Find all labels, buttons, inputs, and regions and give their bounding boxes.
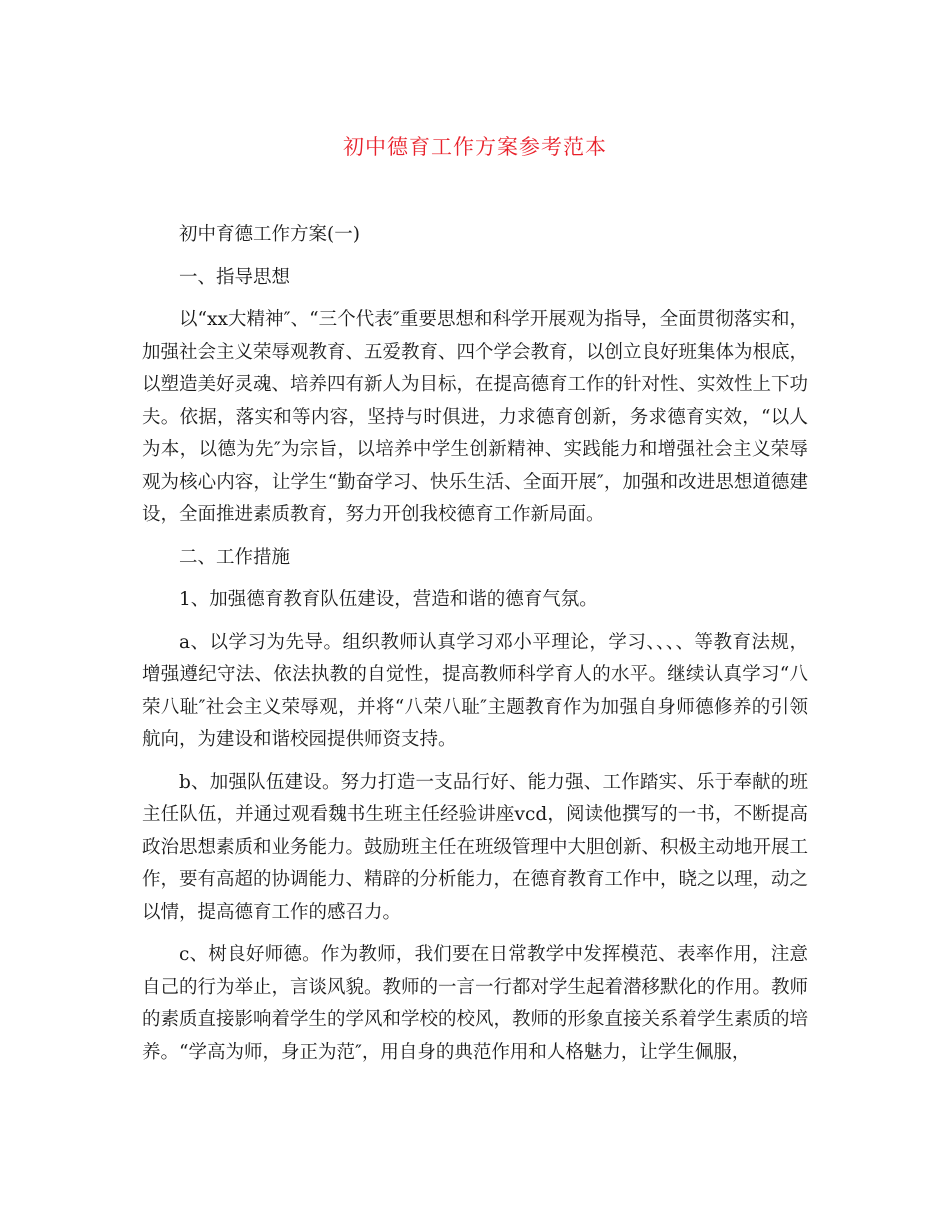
body-paragraph: 以“xx大精神″、“三个代表″重要思想和科学开展观为指导，全面贯彻落实和，加强社会主义荣辱观教育、五爱教育、四个学会教育，以创立良好班集体为根底，以塑造美好灵魂、培养四有新人为目标，在提高德育工作的针对性、实效性上下功夫。依据，落实和等内容，坚持与时俱进，力求德育创新，务求德育实效，“以人为本，以德为先″为宗旨，以培养中学生创新精神、实践能力和增强社会主义荣辱观为核心内容，让学生“勤奋学习、快乐生活、全面开展″，加强和改进思想道德建设，全面推进素质教育，努力开创我校德育工作新局面。 xyxy=(142,309,809,525)
document-title: 初中德育工作方案参考范本 xyxy=(343,135,607,159)
body-paragraph: b、加强队伍建设。努力打造一支品行好、能力强、工作踏实、乐于奉献的班主任队伍，并通过观看魏书生班主任经验讲座vcd，阅读他撰写的一书，不断提高政治思想素质和业务能力。鼓励班主任在班级管理中大胆创新、积极主动地开展工作，要有高超的协调能力、精辟的分析能力，在德育教育工作中，晓之以理，动之以情，提高德育工作的感召力。 xyxy=(142,771,809,923)
section-heading: 二、工作措施 xyxy=(179,546,291,568)
body-paragraph: c、树良好师德。作为教师，我们要在日常教学中发挥模范、表率作用，注意自己的行为举止，言谈风貌。教师的一言一行都对学生起着潜移默化的作用。教师的素质直接影响着学生的学风和学校的校风，教师的形象直接关系着学生素质的培养。“学高为师，身正为范″，用自身的典范作用和人格魅力，让学生佩服， xyxy=(142,944,809,1063)
body-paragraph: a、以学习为先导。组织教师认真学习邓小平理论，学习、、、、等教育法规，增强遵纪守法、依法执教的自觉性，提高教师科学育人的水平。继续认真学习“八荣八耻″社会主义荣辱观，并将“八荣八耻″主题教育作为加强自身师德修养的引领航向，为建设和谐校园提供师资支持。 xyxy=(142,631,808,750)
section-heading: 一、指导思想 xyxy=(179,266,291,288)
body-paragraph: 1、加强德育教育队伍建设，营造和谐的德育气氛。 xyxy=(179,589,598,610)
document-body xyxy=(142,219,808,1069)
section-heading: 初中育德工作方案(一) xyxy=(179,224,360,245)
